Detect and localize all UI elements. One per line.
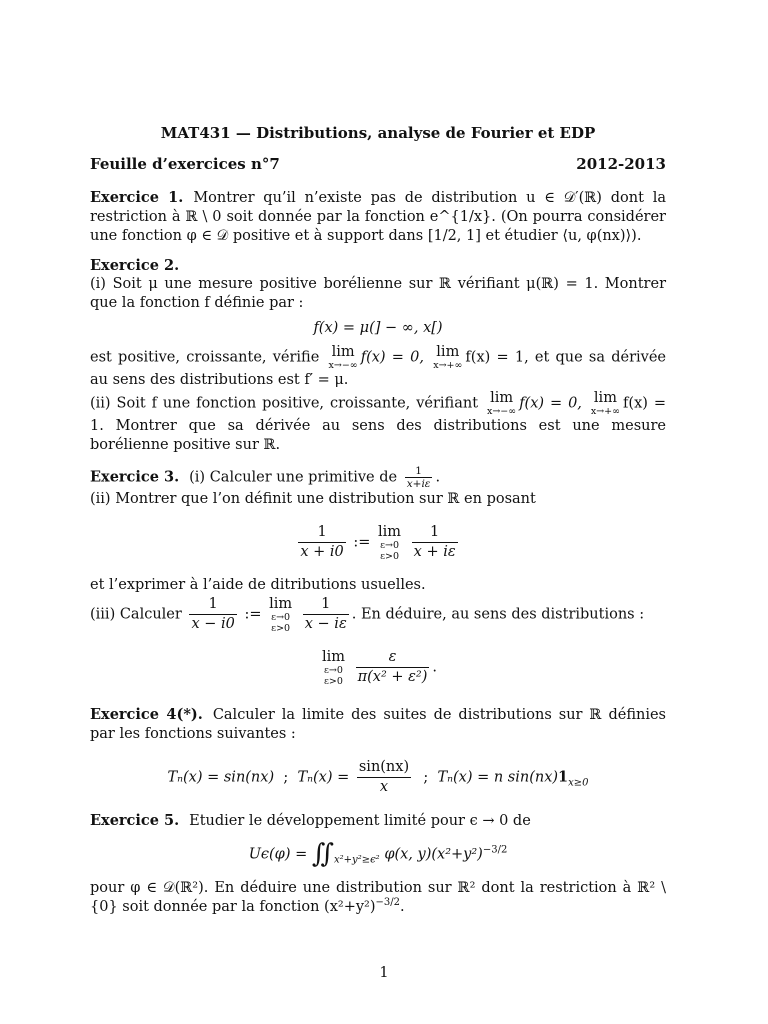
limit-minus-infinity: lim x→−∞	[328, 344, 358, 371]
document-title: MAT431 — Distributions, analyse de Fourier et EDP	[160, 124, 596, 142]
exercise-2	[90, 256, 666, 455]
limit-plus-infinity-2: lim x→+∞	[590, 390, 621, 417]
exercise-5-integral: $U\epsilon(\varphi) = ∬_{x^2+y^2\ge\epsilon^2}$ φ(x, $y)(x^2+y^2)^{-3/2}$	[248, 839, 508, 869]
exercise-3-label: Exercice 3.	[90, 468, 180, 486]
exercise-3-after-definition: et l’exprimer à l’aide de ditributions usuelles.	[90, 577, 426, 593]
academic-year: 2012-2013	[576, 155, 666, 173]
exercise-2-label: Exercice 2.	[90, 257, 180, 274]
limit-minus-infinity-2: lim x→−∞	[486, 390, 517, 417]
exercise-1	[90, 188, 666, 246]
exercise-5-after: pour φ ∈ 𝒟(ℝ²). En déduire une distribution sur ℝ² dont la restriction à ℝ² \ {0} soit donnée par la fonction $(x^2+y^2)^{-3/2}$.	[90, 879, 666, 915]
exercise-3-part-i: Exercice 3. (i) Calculer une primitive de $\frac{1}{x+i\varepsilon}$ .	[90, 465, 441, 490]
exercise-3-final-limit: lim ε→0 ε>0 $\frac{\varepsilon}{\text{π(x² + ε²)}}$ .	[321, 648, 438, 687]
exercise-4	[90, 705, 666, 797]
exercise-2-formula: f(x) = μ(] − ∞, x[)	[313, 320, 443, 336]
sheet-label: Feuille d’exercices n°7	[90, 155, 280, 173]
sheet-header	[90, 155, 666, 174]
exercise-2-part-ii: (ii) Soit f une fonction positive, croissante, vérifiant lim x→−∞ f(x) = 0, lim x→+∞ f(x) = 1. Montrer que sa dérivée au sens des distributions est une mesure borélienne positive sur ℝ.	[90, 390, 666, 453]
exercise-3-part-ii: (ii) Montrer que l’on définit une distribution sur ℝ en posant	[90, 491, 536, 507]
limit-plus-infinity: lim x→+∞	[433, 344, 463, 371]
page-number: 1	[379, 965, 389, 981]
page-content	[90, 124, 666, 917]
exercise-5	[90, 811, 666, 917]
exercise-4-sequences: Tₙ(x) = sin(nx) ; Tₙ(x) = $\frac{\sin(nx)}{x}$ ; Tₙ(x) = n $\sin(nx)1_{x\ge 0}$	[167, 759, 589, 795]
exercise-4-label: Exercice 4(*).	[90, 706, 203, 723]
exercise-3-part-iii: (iii) Calculer $\frac{1}{x - i0}$ := lim ε→0 ε>0 $\frac{1}{x - i\varepsilon}$ . En déduire, au sens des distributions :	[90, 595, 645, 634]
exercise-3-definition: $\frac{1}{x + i0}$ := lim ε→0 ε>0 $\frac{1}{x + i\varepsilon}$	[300, 523, 456, 562]
exercise-4-text: Calculer la limite des suites de distributions sur ℝ définies par les fonctions suivantes :	[90, 707, 666, 742]
exercise-1-text: Montrer qu’il n’existe pas de distribution u ∈ 𝒟′(ℝ) dont la restriction à ℝ \ 0 soit donnée par la fonction e^{1/x}. (On pourra considérer une fonction φ ∈ 𝒟 positive et à support dans [1/2, 1] et étudier ⟨u, φ(nx)⟩).	[90, 190, 667, 244]
exercise-5-label: Exercice 5.	[90, 812, 180, 829]
exercise-3	[90, 465, 666, 687]
primitive-fraction: $\frac{1}{x+i\varepsilon}$	[406, 465, 431, 490]
exercise-1-label: Exercice 1.	[90, 189, 184, 206]
exercise-5-text: Etudier le développement limité pour ϵ → 0 de	[189, 813, 531, 829]
exercise-2-limits: est positive, croissante, vérifie lim x→−∞ f(x) = 0, lim x→+∞ f(x) = 1, et que sa dérivée au sens des distributions est f′ = μ.	[90, 344, 667, 388]
exercise-2-part-i: (i) Soit μ une mesure positive borélienne sur ℝ vérifiant μ(ℝ) = 1. Montrer que la fonction f définie par :	[90, 276, 666, 311]
